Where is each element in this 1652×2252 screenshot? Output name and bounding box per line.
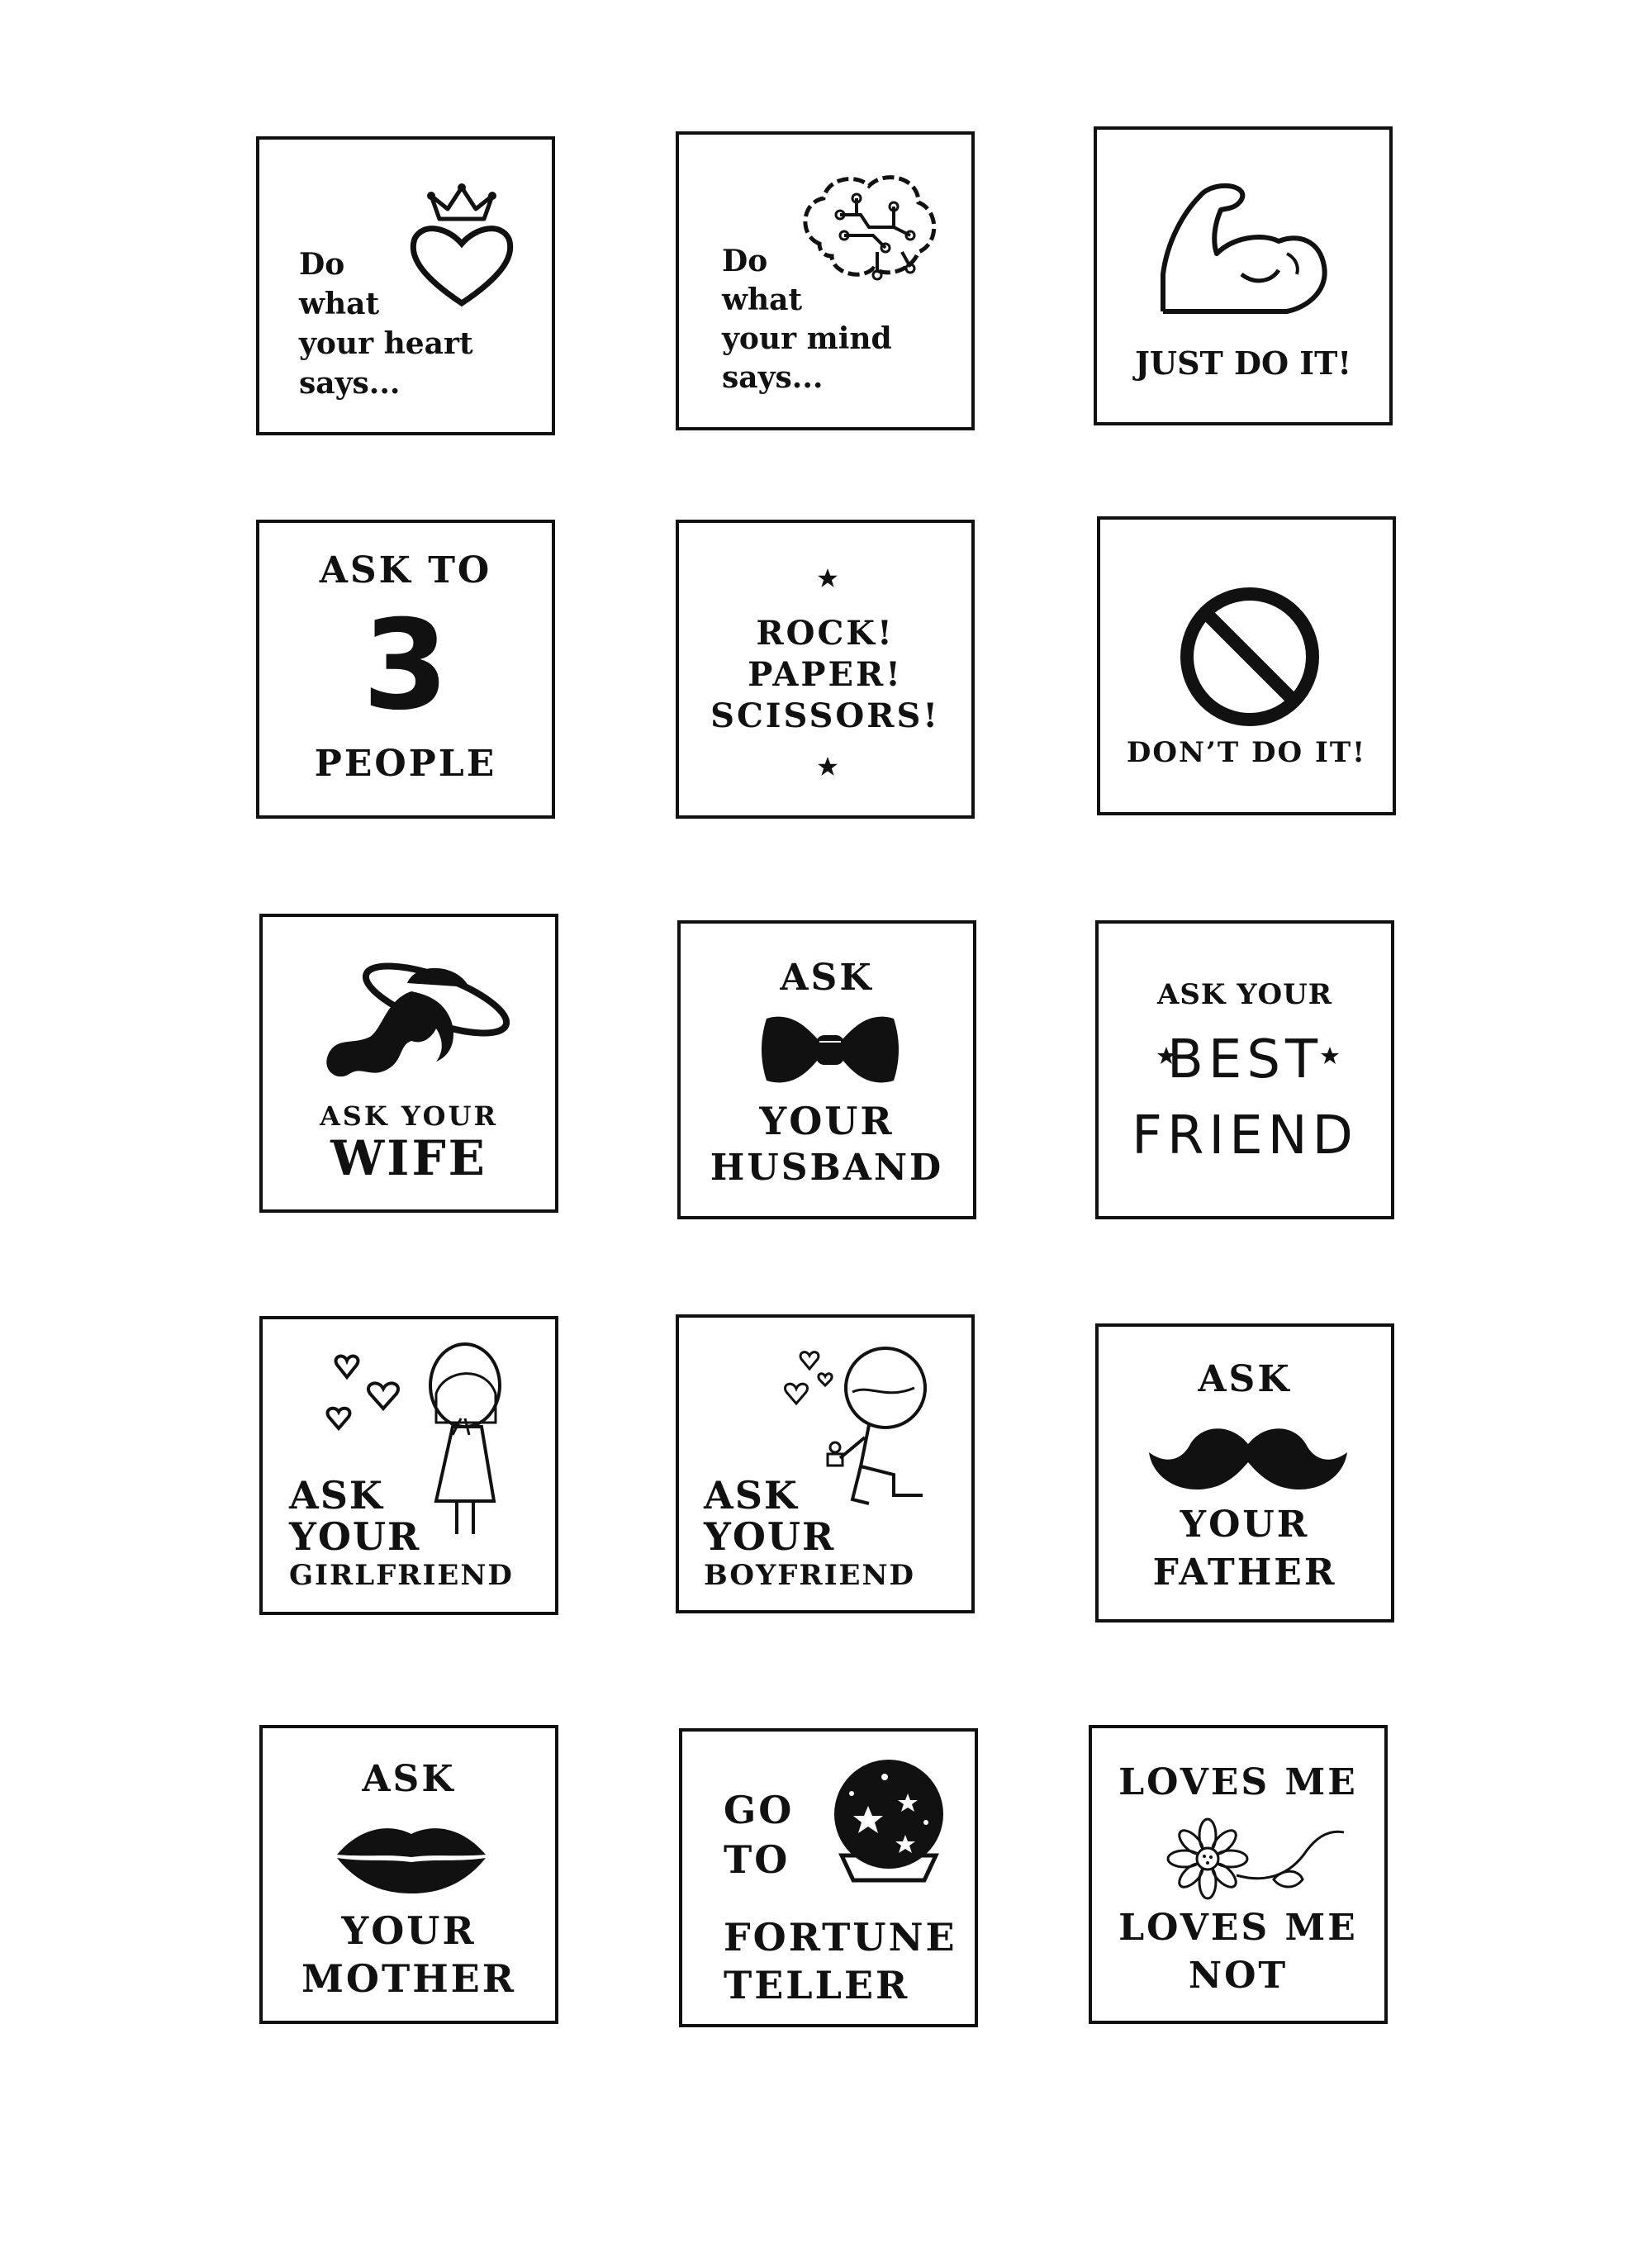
card-text-top: ASK YOUR	[1156, 978, 1333, 1011]
card-text-line: YOUR	[759, 1099, 895, 1143]
flexed-arm-icon	[1155, 175, 1336, 324]
crowned-heart-icon	[408, 179, 524, 311]
card-just-do-it	[1094, 126, 1393, 425]
card-text-line: YOUR	[1180, 1504, 1310, 1546]
card-text-line: LOVES ME	[1118, 1907, 1358, 1949]
card-text-line: Do	[299, 247, 345, 282]
crystal-ball-icon	[827, 1756, 951, 1889]
card-text-line: your mind	[722, 321, 892, 356]
card-ask-husband	[677, 920, 976, 1219]
card-text-line: what	[299, 287, 380, 321]
card-ask-mother	[259, 1725, 558, 2024]
star-icon	[817, 756, 838, 777]
card-text-bottom: WIFE	[330, 1130, 487, 1186]
card-text-line: MOTHER	[301, 1956, 516, 2001]
card-text-line: BOYFRIEND	[704, 1559, 916, 1592]
card-text-line: YOUR	[341, 1908, 477, 1953]
card-text-line: FORTUNE	[724, 1915, 957, 1960]
card-text-line: PAPER!	[748, 655, 903, 694]
card-text-line: HUSBAND	[710, 1147, 944, 1189]
card-fortune-teller	[679, 1728, 978, 2027]
card-heart-says	[256, 136, 555, 435]
card-text-top: ASK	[362, 1758, 456, 1800]
card-text-line: Do	[722, 244, 768, 278]
card-text-line: what	[722, 283, 803, 317]
card-ask-wife	[259, 914, 558, 1213]
card-text-top: ASK YOUR	[319, 1100, 499, 1132]
card-text-line: GIRLFRIEND	[289, 1559, 514, 1592]
card-text-top: ASK	[1198, 1358, 1292, 1400]
card-text: DON’T DO IT!	[1126, 736, 1367, 769]
card-text-line: SCISSORS!	[710, 696, 940, 735]
card-text-line: YOUR	[704, 1514, 836, 1559]
card-text-line: GO	[724, 1788, 795, 1832]
prohibited-icon	[1179, 586, 1321, 728]
card-ask-three-people	[256, 520, 555, 819]
card-ask-boyfriend	[676, 1314, 975, 1613]
card-text-line: NOT	[1188, 1955, 1289, 1997]
bow-tie-icon	[760, 1010, 900, 1089]
card-text-line: FATHER	[1152, 1551, 1337, 1594]
circuit-brain-icon	[795, 169, 943, 293]
star-icon	[817, 568, 838, 589]
card-text-line: YOUR	[289, 1514, 421, 1559]
card-text-line: BEST	[1166, 1029, 1323, 1090]
card-text-line: your heart	[299, 326, 473, 361]
card-ask-girlfriend	[259, 1316, 558, 1615]
card-ask-father	[1095, 1323, 1394, 1622]
card-text-line: ASK	[704, 1473, 799, 1518]
card-text-line: says...	[722, 360, 824, 395]
card-text-bottom: PEOPLE	[314, 743, 497, 785]
card-text-line: ASK	[289, 1473, 384, 1518]
card-ask-best-friend	[1095, 920, 1394, 1219]
card-text-line: TELLER	[724, 1963, 910, 2007]
card-text-top: LOVES ME	[1118, 1761, 1358, 1803]
card-text: JUST DO IT!	[1134, 344, 1352, 382]
card-loves-me	[1089, 1725, 1388, 2024]
card-text-line: FRIEND	[1132, 1105, 1358, 1166]
card-number: 3	[362, 594, 449, 738]
card-text-line: ROCK!	[756, 614, 895, 653]
woman-with-hat-icon	[320, 954, 510, 1086]
card-text-line: TO	[724, 1837, 790, 1882]
card-rock-paper-scissors	[676, 520, 975, 819]
daisy-flower-icon	[1166, 1817, 1348, 1904]
card-dont-do-it	[1097, 516, 1396, 815]
lips-icon	[333, 1817, 490, 1896]
mustache-icon	[1145, 1419, 1351, 1498]
card-text-top: ASK	[780, 957, 874, 999]
card-mind-says	[676, 131, 975, 430]
card-text-line: says...	[299, 366, 401, 401]
card-text-top: ASK TO	[319, 549, 492, 592]
